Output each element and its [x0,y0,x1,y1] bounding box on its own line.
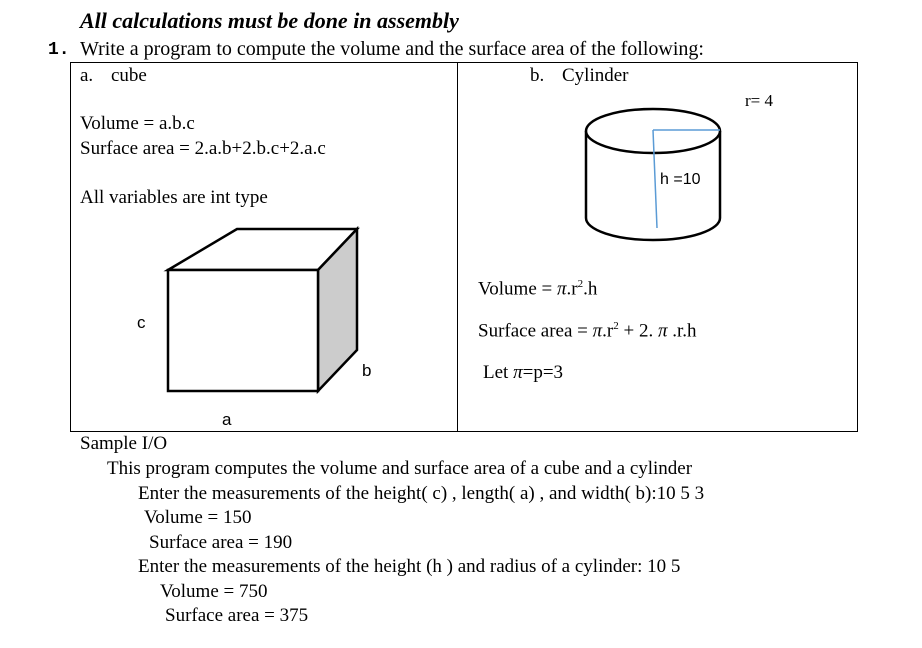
sample-io-line: This program computes the volume and surface area of a cube and a cylinder [107,458,693,479]
let-prefix: Let [483,362,509,383]
cube-dim-c-label: c [137,313,146,332]
sample-io-line: Surface area = 375 [165,605,309,626]
pi-symbol: π [556,278,567,300]
question-number: 1. [48,40,70,60]
surface-r: .r [602,320,614,342]
surface-suffix: .r.h [672,320,697,342]
sample-io-line: Enter the measurements of the height( c) , length( a) , and width( b):10 5 3 [138,483,705,504]
pi-definition [483,362,563,384]
volume-prefix: Volume = [478,278,553,300]
volume-suffix: .h [583,278,598,300]
cube-surface-formula: Surface area = 2.a.b+2.b.c+2.a.c [80,138,326,159]
cube-dim-a-label: a [222,410,232,429]
let-suffix: =p=3 [522,362,564,383]
sample-io-line: Enter the measurements of the height (h ) and radius of a cylinder: 10 5 [138,556,681,577]
cylinder-height-label: h =10 [660,171,701,188]
cube-label: cube [111,65,147,86]
pi-symbol: π [592,320,603,342]
cube-label-letter: a. [80,65,94,86]
cylinder-radius-label: r= 4 [745,91,773,110]
pi-symbol: π [657,320,668,342]
sample-io-line: Volume = 150 [144,507,252,528]
cube-dim-b-label: b [362,361,372,380]
cylinder-surface-formula [478,320,697,342]
sample-io-line: Surface area = 190 [149,532,293,553]
sample-io-heading: Sample I/O [80,433,168,454]
page-title: All calculations must be done in assembly [80,8,459,33]
pi-symbol: π [513,362,523,383]
cylinder-label-letter: b. [530,65,545,86]
exponent-2: 2 [613,320,619,332]
cube-volume-formula: Volume = a.b.c [80,113,195,134]
surface-prefix: Surface area = [478,320,588,342]
cube-type-note: All variables are int type [80,187,268,208]
cylinder-volume-formula [478,278,597,300]
sample-io-line: Volume = 750 [160,581,268,602]
question-text: Write a program to compute the volume and the surface area of the following: [80,38,704,60]
cylinder-label: Cylinder [562,65,629,86]
exponent-2: 2 [577,278,584,290]
volume-mid: .r [566,278,578,300]
surface-plus: + 2. [623,320,654,342]
